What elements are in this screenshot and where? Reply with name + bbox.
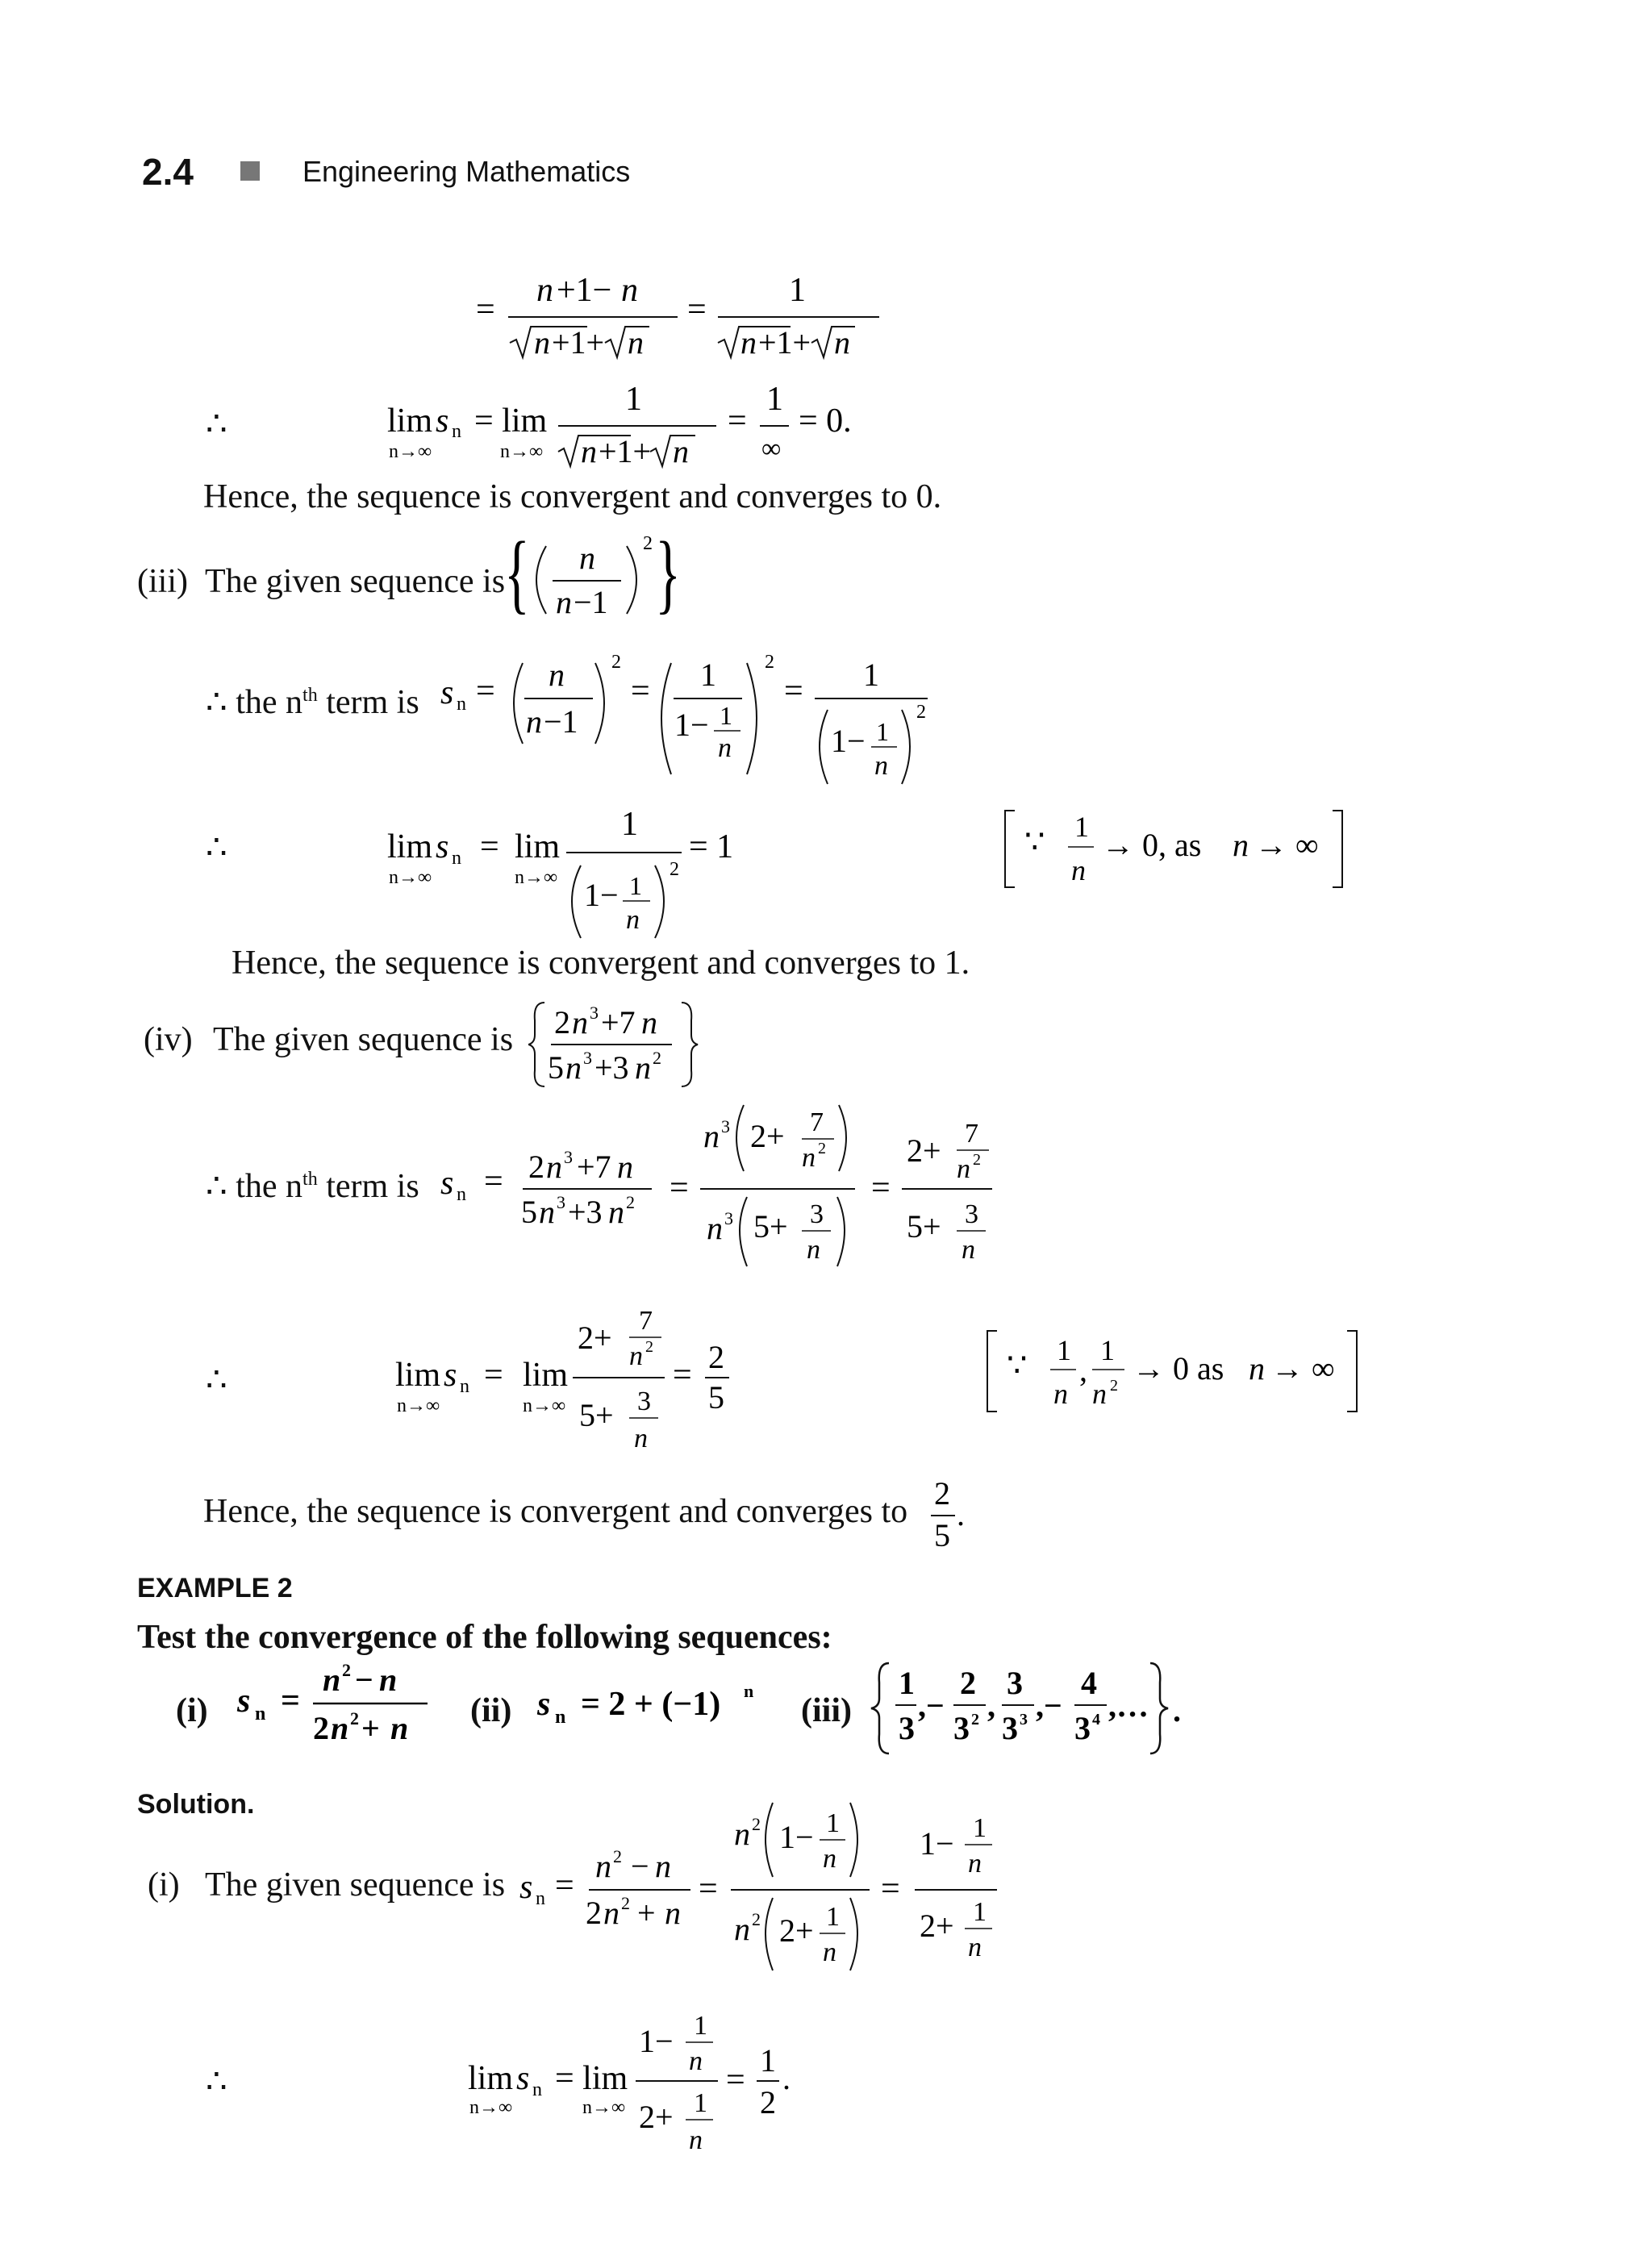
svg-text:}: } (655, 528, 681, 623)
svg-text:n: n (617, 1149, 633, 1185)
part-iv-sequence (528, 996, 706, 1093)
svg-text:3: 3 (721, 1116, 730, 1136)
therefore-symbol: ∴ (206, 2063, 227, 2100)
svg-text:2: 2 (621, 1893, 630, 1913)
svg-text:s: s (436, 828, 449, 865)
svg-text:n: n (665, 1895, 681, 1931)
svg-text:= lim: = lim (474, 402, 548, 440)
svg-text:s: s (519, 1869, 533, 1906)
svg-text:1: 1 (1100, 1334, 1115, 1366)
svg-text:2: 2 (916, 702, 926, 723)
svg-text:n→∞: n→∞ (389, 441, 432, 462)
svg-text:3: 3 (899, 1710, 915, 1746)
svg-text:n: n (718, 733, 732, 763)
svg-text:=: = (555, 1867, 574, 1904)
svg-text:n: n (536, 1888, 545, 1909)
svg-text:n: n (390, 1710, 409, 1746)
svg-text:n→∞: n→∞ (397, 1395, 440, 1416)
svg-text:2+: 2+ (578, 1320, 612, 1356)
svg-text:n: n (1071, 854, 1086, 886)
svg-text:n: n (962, 1235, 975, 1265)
svg-text:n: n (595, 1848, 611, 1884)
svg-text:n: n (556, 584, 572, 620)
svg-text:2: 2 (752, 1909, 761, 1929)
svg-text:1: 1 (1057, 1334, 1071, 1366)
svg-text:1: 1 (973, 1813, 987, 1843)
svg-text:=: = (670, 1170, 689, 1207)
svg-text:n: n (823, 1937, 836, 1967)
svg-text:s: s (237, 1683, 251, 1720)
part-iv-statement: The given sequence is (213, 1021, 514, 1058)
example-item-label: (iii) (801, 1692, 852, 1729)
svg-text:n→∞: n→∞ (500, 441, 544, 462)
svg-text:=: = (476, 673, 495, 710)
svg-text:2: 2 (670, 859, 679, 880)
svg-text:=: = (881, 1870, 900, 1908)
svg-text:.: . (957, 1496, 965, 1532)
svg-text:1: 1 (694, 2088, 707, 2118)
part-iii-label: (iii) (137, 563, 188, 600)
svg-text:n: n (834, 324, 850, 361)
svg-text:=: = (484, 1163, 503, 1200)
example-heading: EXAMPLE 2 (137, 1573, 293, 1603)
svg-text:2+: 2+ (639, 2099, 674, 2135)
svg-text:4: 4 (1081, 1665, 1097, 1701)
svg-text:n: n (744, 1681, 754, 1701)
svg-text:5+: 5+ (907, 1208, 941, 1245)
svg-text:5: 5 (708, 1379, 724, 1416)
part-iii-statement: The given sequence is (205, 563, 506, 600)
svg-text:s: s (537, 1686, 551, 1723)
svg-text:= lim: = lim (555, 2060, 628, 2097)
svg-text:2: 2 (611, 652, 621, 673)
example-item-label: (ii) (470, 1692, 512, 1729)
svg-text:∞: ∞ (761, 434, 782, 464)
svg-text:n: n (379, 1662, 398, 1698)
svg-text:n: n (581, 433, 597, 469)
svg-text:s: s (440, 674, 454, 711)
svg-text:2: 2 (586, 1895, 602, 1931)
svg-text:1: 1 (766, 381, 783, 418)
svg-text:s: s (436, 402, 449, 440)
svg-text:n: n (1053, 1378, 1068, 1410)
svg-text:=: = (728, 402, 747, 440)
svg-text:2: 2 (613, 1846, 622, 1866)
part-iii-nth-term (436, 645, 952, 803)
svg-text:2: 2 (971, 1711, 979, 1728)
svg-text:n: n (629, 1341, 643, 1371)
part-iii-reason (1000, 803, 1355, 899)
svg-text:5: 5 (548, 1049, 564, 1086)
svg-text:+1+: +1+ (552, 324, 605, 361)
svg-text:+: + (637, 1895, 656, 1931)
svg-text:1−: 1− (779, 1819, 814, 1855)
svg-text:+3: +3 (594, 1049, 629, 1086)
svg-text:2: 2 (528, 1149, 544, 1185)
svg-text:+7: +7 (601, 1004, 636, 1040)
svg-text:=: = (484, 1357, 503, 1394)
svg-text:+7: +7 (577, 1149, 611, 1185)
svg-text:2: 2 (653, 1048, 661, 1068)
svg-text:2: 2 (554, 1004, 570, 1040)
svg-text:s: s (440, 1165, 454, 1202)
svg-text:n: n (255, 1703, 266, 1724)
svg-text:n: n (655, 1848, 671, 1884)
svg-text:2: 2 (934, 1475, 950, 1512)
svg-text:n: n (549, 657, 565, 693)
svg-text:n: n (740, 324, 757, 361)
svg-text:n: n (621, 272, 638, 309)
svg-text:3: 3 (965, 1199, 978, 1229)
svg-text:lim: lim (387, 402, 433, 440)
svg-text:n: n (457, 694, 466, 715)
svg-text:1: 1 (899, 1665, 915, 1701)
svg-text:2+: 2+ (920, 1908, 954, 1944)
svg-text:=: = (476, 291, 495, 328)
svg-text:2: 2 (760, 2084, 776, 2120)
svg-text:n: n (626, 905, 640, 935)
svg-text:= 1: = 1 (689, 828, 734, 865)
svg-text:lim: lim (468, 2060, 514, 2097)
svg-text:n: n (634, 1424, 648, 1453)
part-iv-reason (982, 1323, 1370, 1428)
part-ii-conclusion: Hence, the sequence is convergent and converges to 0. (203, 478, 942, 515)
svg-text:{: { (504, 528, 530, 623)
svg-text:2: 2 (765, 652, 774, 673)
svg-text:n: n (546, 1149, 562, 1185)
solution-statement: The given sequence is (205, 1866, 506, 1904)
svg-text:,…: ,… (1108, 1687, 1149, 1724)
svg-text:n: n (641, 1004, 657, 1040)
solution-label: (i) (148, 1866, 180, 1904)
svg-text:n: n (579, 540, 595, 576)
svg-text:7: 7 (810, 1107, 824, 1137)
part-iii-nth-term-label: ∴ the $n^{th}$ term is (206, 684, 419, 721)
svg-text:n: n (968, 1933, 982, 1962)
svg-text:2+: 2+ (750, 1118, 785, 1154)
svg-text:1−: 1− (639, 2023, 674, 2059)
svg-text:5+: 5+ (579, 1397, 614, 1433)
svg-text:1−: 1− (831, 723, 866, 759)
svg-text:=: = (687, 291, 707, 328)
svg-text:1: 1 (694, 2011, 707, 2041)
svg-text:2: 2 (626, 1192, 635, 1212)
svg-text:1: 1 (1074, 811, 1089, 843)
svg-text:n: n (628, 324, 644, 361)
svg-text:1: 1 (863, 657, 879, 693)
svg-text:→ 0, as: → 0, as (1102, 827, 1202, 863)
example-item-ii (532, 1670, 758, 1734)
svg-text:2: 2 (818, 1140, 826, 1157)
svg-text:5: 5 (521, 1194, 537, 1230)
part-iii-conclusion: Hence, the sequence is convergent and converges to 1. (232, 945, 970, 982)
svg-text:=: = (631, 673, 650, 710)
svg-text:=: = (784, 673, 803, 710)
svg-text:n: n (807, 1235, 820, 1265)
svg-text:n: n (1249, 1350, 1265, 1387)
svg-text:1: 1 (826, 1808, 840, 1838)
svg-text:=: = (871, 1170, 891, 1207)
svg-text:.: . (1173, 1692, 1181, 1728)
svg-text:,: , (987, 1687, 995, 1724)
svg-text:n: n (673, 433, 689, 469)
svg-text:→ 0 as: → 0 as (1133, 1350, 1224, 1387)
header-square-icon (240, 161, 260, 181)
svg-text:n: n (1233, 827, 1249, 863)
svg-text:∵: ∵ (1024, 824, 1045, 860)
svg-text:n: n (968, 1849, 982, 1879)
svg-text:n: n (534, 324, 550, 361)
svg-text:n: n (460, 1376, 469, 1397)
svg-text:3: 3 (564, 1147, 573, 1167)
svg-text:n→∞: n→∞ (389, 867, 432, 888)
example-question: Test the convergence of the following sequences: (137, 1619, 832, 1656)
part-ii-step1 (468, 270, 887, 375)
svg-text:=: = (281, 1683, 300, 1720)
svg-text:3: 3 (590, 1003, 599, 1023)
svg-text:n: n (572, 1004, 588, 1040)
svg-text:= 2 + (−1): = 2 + (−1) (581, 1686, 721, 1723)
svg-text:lim: lim (387, 828, 433, 865)
svg-text:n: n (703, 1118, 720, 1154)
svg-text:2: 2 (342, 1660, 351, 1680)
svg-text:+1+: +1+ (758, 324, 811, 361)
book-title: Engineering Mathematics (302, 155, 631, 188)
part-iv-limit (387, 1291, 742, 1468)
svg-text:n: n (603, 1895, 620, 1931)
svg-text:n: n (823, 1844, 836, 1874)
svg-text:1−: 1− (584, 877, 619, 913)
svg-text:n: n (536, 272, 553, 309)
svg-text:−: − (355, 1662, 373, 1698)
part-iv-label: (iv) (144, 1021, 193, 1058)
svg-text:lim: lim (515, 828, 561, 865)
svg-text:2: 2 (350, 1708, 359, 1728)
svg-text:n: n (689, 2125, 703, 2155)
svg-text:7: 7 (965, 1119, 978, 1149)
svg-text:n: n (331, 1710, 349, 1746)
svg-text:n: n (539, 1194, 555, 1230)
svg-text:7: 7 (639, 1306, 653, 1336)
svg-text:1: 1 (621, 806, 638, 843)
svg-text:lim: lim (523, 1357, 569, 1394)
svg-text:1: 1 (876, 717, 889, 746)
therefore-symbol: ∴ (206, 1362, 227, 1399)
part-iii-limit (379, 803, 758, 948)
svg-text:3: 3 (557, 1192, 565, 1212)
svg-text:2: 2 (708, 1339, 724, 1375)
svg-text:−1: −1 (544, 703, 578, 740)
svg-text:1: 1 (760, 2042, 776, 2079)
svg-text:n: n (734, 1816, 750, 1852)
svg-text:3: 3 (810, 1199, 824, 1229)
svg-text:5+: 5+ (753, 1208, 788, 1245)
svg-text:n: n (452, 848, 461, 869)
svg-text:+3: +3 (568, 1194, 603, 1230)
therefore-symbol: ∴ (206, 406, 227, 443)
svg-text:s: s (444, 1357, 457, 1394)
svg-text:1: 1 (720, 701, 732, 730)
svg-text:n: n (532, 2079, 542, 2100)
example-item-iii (870, 1653, 1233, 1758)
svg-text:+: + (361, 1710, 380, 1746)
page-number: 2.4 (142, 151, 194, 193)
svg-text:3: 3 (1007, 1665, 1023, 1701)
part-ii-limit (379, 379, 879, 476)
svg-text:2: 2 (643, 533, 653, 554)
svg-text:3: 3 (1074, 1710, 1091, 1746)
svg-text:,−: ,− (918, 1687, 945, 1724)
part-iii-sequence (504, 528, 682, 637)
svg-text:n: n (1092, 1378, 1107, 1410)
svg-text:1: 1 (629, 871, 642, 900)
svg-text:n→∞: n→∞ (469, 2097, 513, 2118)
svg-text:2: 2 (645, 1338, 653, 1356)
svg-text:1: 1 (625, 381, 642, 418)
part-iv-nth-term (436, 1097, 1000, 1291)
svg-text:2+: 2+ (907, 1132, 941, 1169)
svg-text:lim: lim (395, 1357, 441, 1394)
solution-heading: Solution. (137, 1789, 255, 1820)
svg-text:→ ∞: → ∞ (1255, 827, 1319, 863)
svg-text:3: 3 (637, 1387, 651, 1416)
svg-text:3: 3 (724, 1208, 733, 1228)
svg-text:2+: 2+ (779, 1912, 814, 1949)
svg-text:s: s (516, 2060, 530, 2097)
svg-text:n: n (565, 1049, 582, 1086)
svg-text:3: 3 (1020, 1711, 1028, 1728)
svg-text:2: 2 (1110, 1377, 1118, 1395)
svg-text:n→∞: n→∞ (582, 2097, 626, 2118)
svg-text:n: n (734, 1911, 750, 1947)
svg-text:n: n (608, 1194, 624, 1230)
svg-text:n: n (707, 1210, 723, 1246)
example-item-i (234, 1653, 444, 1758)
svg-text:n: n (452, 421, 461, 442)
svg-text:,: , (1079, 1352, 1087, 1388)
solution-expr (516, 1795, 1016, 1988)
svg-text:3: 3 (583, 1048, 592, 1068)
svg-text:−: − (631, 1848, 649, 1884)
svg-text:n: n (874, 751, 888, 781)
part-iv-nth-term-label: ∴ the $n^{th}$ term is (206, 1168, 419, 1205)
svg-text:−1: −1 (574, 584, 608, 620)
svg-text:=: = (480, 828, 499, 865)
svg-text:=: = (673, 1357, 692, 1394)
svg-text:1−: 1− (674, 707, 709, 743)
svg-text:2: 2 (313, 1710, 329, 1746)
svg-text:n: n (526, 703, 542, 740)
svg-text:2: 2 (752, 1814, 761, 1834)
svg-text:1: 1 (789, 272, 806, 309)
svg-text:=: = (726, 2062, 745, 2099)
example-item-label: (i) (176, 1692, 208, 1729)
svg-text:2: 2 (973, 1151, 981, 1169)
solution-limit (460, 2000, 815, 2178)
svg-text:3: 3 (953, 1710, 970, 1746)
svg-text:+1−: +1− (557, 272, 612, 309)
svg-text:1: 1 (973, 1897, 987, 1927)
svg-text:n: n (555, 1707, 566, 1728)
part-iv-result (928, 1472, 976, 1561)
svg-text:1: 1 (826, 1902, 840, 1932)
svg-text:n→∞: n→∞ (523, 1395, 566, 1416)
svg-text:n: n (635, 1049, 651, 1086)
svg-text:3: 3 (1002, 1710, 1018, 1746)
therefore-symbol: ∴ (206, 829, 227, 866)
svg-text:1−: 1− (920, 1825, 954, 1862)
svg-text:n: n (457, 1184, 466, 1205)
svg-text:n: n (802, 1143, 816, 1173)
svg-text:∵: ∵ (1007, 1347, 1028, 1383)
svg-text:1: 1 (700, 657, 716, 693)
svg-text:n: n (689, 2046, 703, 2076)
svg-text:2: 2 (960, 1665, 976, 1701)
svg-text:= 0.: = 0. (799, 402, 852, 440)
svg-text:4: 4 (1092, 1711, 1100, 1728)
svg-text:n: n (323, 1662, 341, 1698)
part-iv-conclusion: Hence, the sequence is convergent and converges to (203, 1493, 908, 1530)
svg-text:,−: ,− (1036, 1687, 1062, 1724)
svg-text:.: . (782, 2060, 791, 2096)
svg-text:5: 5 (934, 1517, 950, 1553)
svg-text:→ ∞: → ∞ (1271, 1350, 1335, 1387)
svg-text:n→∞: n→∞ (515, 867, 558, 888)
svg-text:=: = (699, 1870, 718, 1908)
svg-text:+1+: +1+ (599, 433, 652, 469)
svg-text:n: n (957, 1154, 970, 1184)
